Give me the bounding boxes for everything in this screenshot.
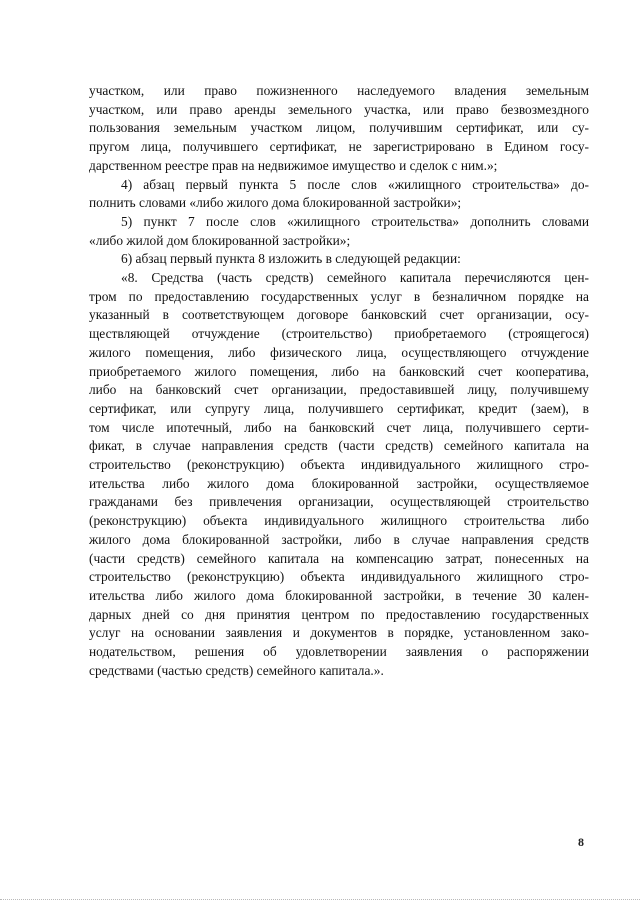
text-line: 4) абзац первый пункта 5 после слов «жилищного строительства» до- <box>121 176 589 192</box>
text-line: 5) пункт 7 после слов «жилищного строительства» дополнить словами <box>121 213 589 229</box>
text-line: средствами (частью средств) семейного капитала.». <box>89 662 384 678</box>
text-line: фикат, в случае направления средств (части средств) семейного капитала на <box>89 438 589 454</box>
text-line: либо на банковский счет организации, предоставившей лицу, получившему <box>89 382 589 398</box>
text-line: пользования земельным участком лицом, получившим сертификат, или су- <box>89 120 589 136</box>
paragraph-continuation <box>89 82 589 176</box>
text-line: строительство (реконструкцию) объекта индивидуального жилищного стро- <box>89 457 589 473</box>
text-line: дарственном реестре прав на недвижимое имущество и сделок с ним.»; <box>89 157 498 173</box>
text-line: жилого дома блокированной застройки, либо в случае направления средств <box>89 531 589 547</box>
text-line: жилого помещения, либо физического лица, осуществляющего отчуждение <box>89 344 589 360</box>
paragraph-quoted-clause-8 <box>89 269 589 680</box>
text-line: участком, или право пожизненного наследуемого владения земельным <box>89 83 589 98</box>
text-line: гражданами без привлечения организации, осуществляющей строительство <box>89 494 589 510</box>
text-line: 6) абзац первый пункта 8 изложить в следующей редакции: <box>121 251 461 267</box>
text-line: указанный в соответствующем договоре банковский счет организации, осу- <box>89 307 589 323</box>
scan-edge-divider <box>0 899 640 900</box>
page-number: 8 <box>578 835 584 849</box>
paragraph-item-6 <box>89 250 589 269</box>
text-line: (реконструкцию) объекта индивидуального жилищного строительства либо <box>89 513 589 529</box>
text-line: ществляющей отчуждение (строительство) приобретаемого (строящегося) <box>89 326 589 342</box>
text-line: сертификат, или супругу лица, получившего сертификат, кредит (заем), в <box>89 400 589 416</box>
text-line: услуг на основании заявления и документов в порядке, установленном зако- <box>89 625 589 641</box>
text-line: «либо жилой дом блокированной застройки»; <box>89 232 351 248</box>
text-line: нодательством, решения об удовлетворении заявления о распоряжении <box>89 644 589 660</box>
text-line: пругом лица, получившего сертификат, не зарегистрировано в Едином госу- <box>89 139 589 155</box>
text-line: дарных дней со дня принятия центром по предоставлению государственных <box>89 606 589 622</box>
text-line: том числе ипотечный, либо на банковский счет лица, получившего серти- <box>89 419 589 435</box>
text-line: ительства либо жилого дома блокированной застройки, осуществляемое <box>89 475 589 491</box>
text-line: участком, или право аренды земельного участка, или право безвозмездного <box>89 101 589 117</box>
paragraph-item-4 <box>89 176 589 213</box>
paragraph-item-5 <box>89 213 589 250</box>
text-line: (части средств) семейного капитала на компенсацию затрат, понесенных на <box>89 550 589 566</box>
document-body <box>89 82 589 681</box>
text-line: строительство (реконструкцию) объекта индивидуального жилищного стро- <box>89 569 589 585</box>
text-line: тром по предоставлению государственных услуг в безналичном порядке на <box>89 288 589 304</box>
text-line: приобретаемого жилого помещения, либо на банковский счет кооператива, <box>89 363 589 379</box>
text-line: полнить словами «либо жилого дома блокированной застройки»; <box>89 195 462 211</box>
text-line: «8. Средства (часть средств) семейного капитала перечисляются цен- <box>121 270 589 286</box>
text-line: ительства либо жилого дома блокированной застройки, в течение 30 кален- <box>89 587 589 603</box>
